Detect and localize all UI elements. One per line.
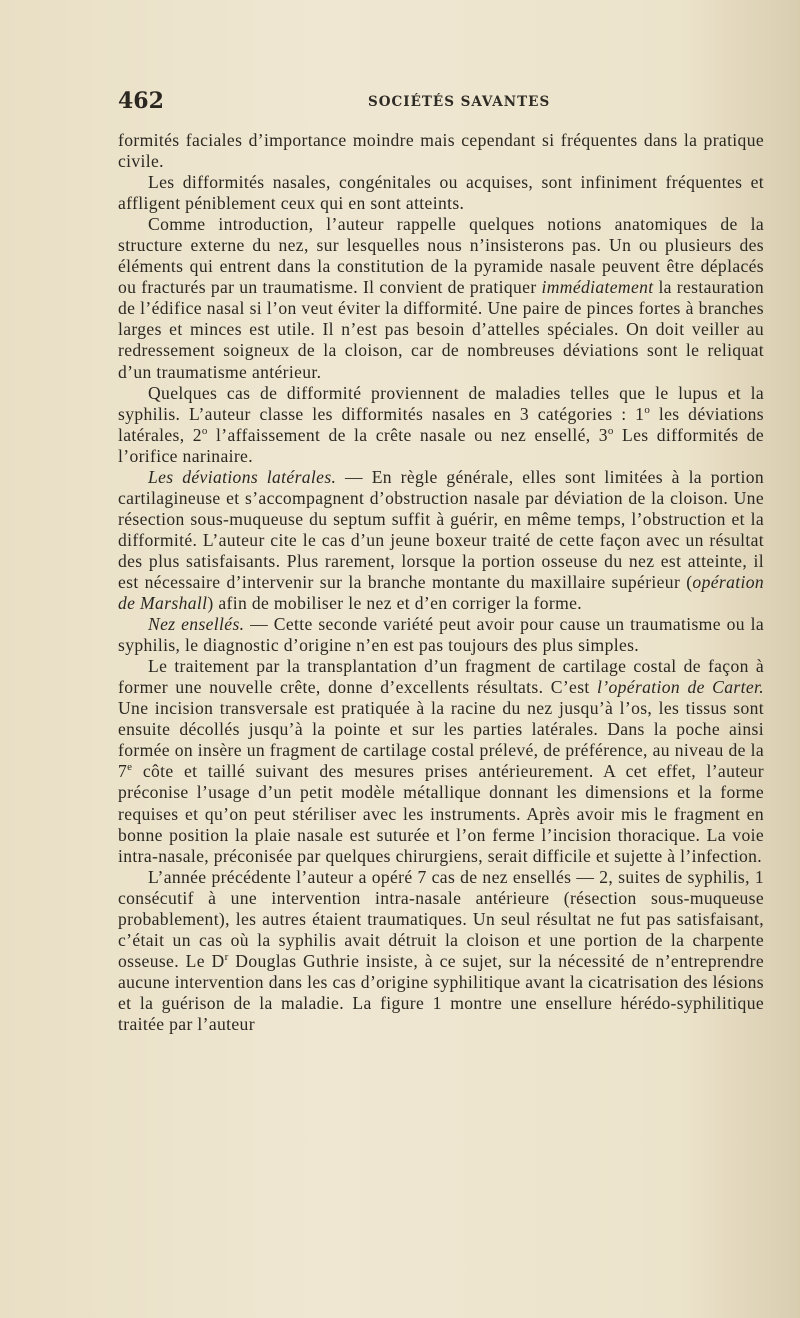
paragraph [118,172,764,214]
page-number: 462 [118,88,164,114]
italic-text: l’opération de Carter. [597,677,764,698]
text-run: Une incision transversale est pratiquée à la racine du nez jusqu’à l’os, les tissus sont ensuite décollés jusqu’à la pointe et sur les parties latérales. Dans la poche ainsi formée on insère un fragment de cartilage costal prélevé, de préférence, au niveau de la 7 [118,698,764,782]
text-run: — Cette seconde variété peut avoir pour cause un traumatisme ou la syphilis, le diagnostic d’origine n’en est pas toujours des plus simples. [118,614,764,656]
paragraph [118,656,764,866]
body-text [118,130,764,1035]
running-head: SOCIÉTÉS SAVANTES [368,94,551,110]
text-run: Les difformités nasales, congénitales ou acquises, sont infiniment fréquentes et affligent péniblement ceux qui en sont atteints. [118,172,764,214]
text-run: la restauration de l’édifice nasal si l’on veut éviter la difformité. Une paire de pinces fortes à branches larges et minces est utile. Il n’est pas besoin d’attelles spéciales. On doit veiller au redressement soigneux de la cloison, car de nombreuses déviations sont le reliquat d’un traumatisme antérieur. [118,277,765,382]
text-run: L’année précédente l’auteur a opéré 7 cas de nez ensellés — 2, suites de syphilis, 1 consécutif à une intervention intra-nasale antérieure (résection sous-muqueuse probablement), les autres étaient traumatiques. Un seul résultat ne fut pas satisfaisant, c’était un cas où la syphilis avait détruit la cloison et une portion de la charpente osseuse. Le D [118,866,764,971]
superscript: o [644,403,651,416]
text-run: côte et taillé suivant des mesures prises antérieurement. A cet effet, l’auteur préconise l’usage d’un petit modèle métallique donnant les dimensions et la forme requises et qu’on peut stériliser avec les instruments. Après avoir mis le fragment en bonne position la plaie nasale est suturée et l’on ferme l’incision thoracique. La voie intra-nasale, préconisée par quelques chirurgiens, serait difficile et sujette à l’infection. [118,761,764,866]
italic-text: immédiatement [541,277,654,298]
text-run: Douglas Guthrie insiste, à ce sujet, sur la nécessité de n’entreprendre aucune intervention dans les cas d’origine syphilitique avant la cicatrisation des lésions et la guérison de la maladie. La figure 1 montre une ensellure hérédo-syphilitique traitée par l’auteur [118,950,764,1034]
superscript: o [201,424,208,437]
text-run: ) afin de mobiliser le nez et d’en corriger la forme. [207,593,583,614]
text-run: Les difformités de l’orifice narinaire. [118,424,764,466]
text-run: les déviations latérales, 2 [118,403,764,445]
text-run: — En règle générale, elles sont limitées à la portion cartilagineuse et s’accompagnent d’obstruction nasale par déviation de la cloison. Une résection sous-muqueuse du septum suffit à guérir, en même temps, l’obstruction et la difformité. L’auteur cite le cas d’un jeune boxeur traité de cette façon avec un résultat des plus satisfaisants. Plus rarement, lorsque la portion osseuse du nez est atteinte, il est nécessaire d’intervenir sur la branche montante du maxillaire supérieur ( [118,466,764,592]
paragraph [118,614,764,656]
superscript: e [127,761,133,774]
text-run: l’affaissement de la crête nasale ou nez ensellé, 3 [207,424,608,445]
italic-text: opération de Marshall [118,571,764,614]
italic-text: Les déviations latérales. [148,466,337,487]
italic-text: Nez ensellés. [148,614,245,635]
paragraph [118,867,764,1035]
paragraph [118,130,764,172]
text-run: formités faciales d’importance moindre mais cependant si fréquentes dans la pratique civile. [118,130,764,172]
text-run: Quelques cas de difformité proviennent de maladies telles que le lupus et la syphilis. L’auteur classe les difformités nasales en 3 catégories : 1 [118,382,764,424]
paragraph [118,467,764,614]
page-header [118,88,758,118]
superscript: o [607,424,614,437]
text-run: Le traitement par la transplantation d’un fragment de cartilage costal de façon à former une nouvelle crête, donne d’excellents résultats. C’est [118,656,764,698]
paragraph [118,214,764,382]
text-run: Comme introduction, l’auteur rappelle quelques notions anatomiques de la structure externe du nez, sur lesquelles nous n’insisterons pas. Un ou plusieurs des éléments qui entrent dans la constitution de la pyramide nasale peuvent être déplacés ou fracturés par un traumatisme. Il convient de pratiquer [118,214,764,298]
paragraph [118,383,764,467]
superscript: r [224,950,229,963]
